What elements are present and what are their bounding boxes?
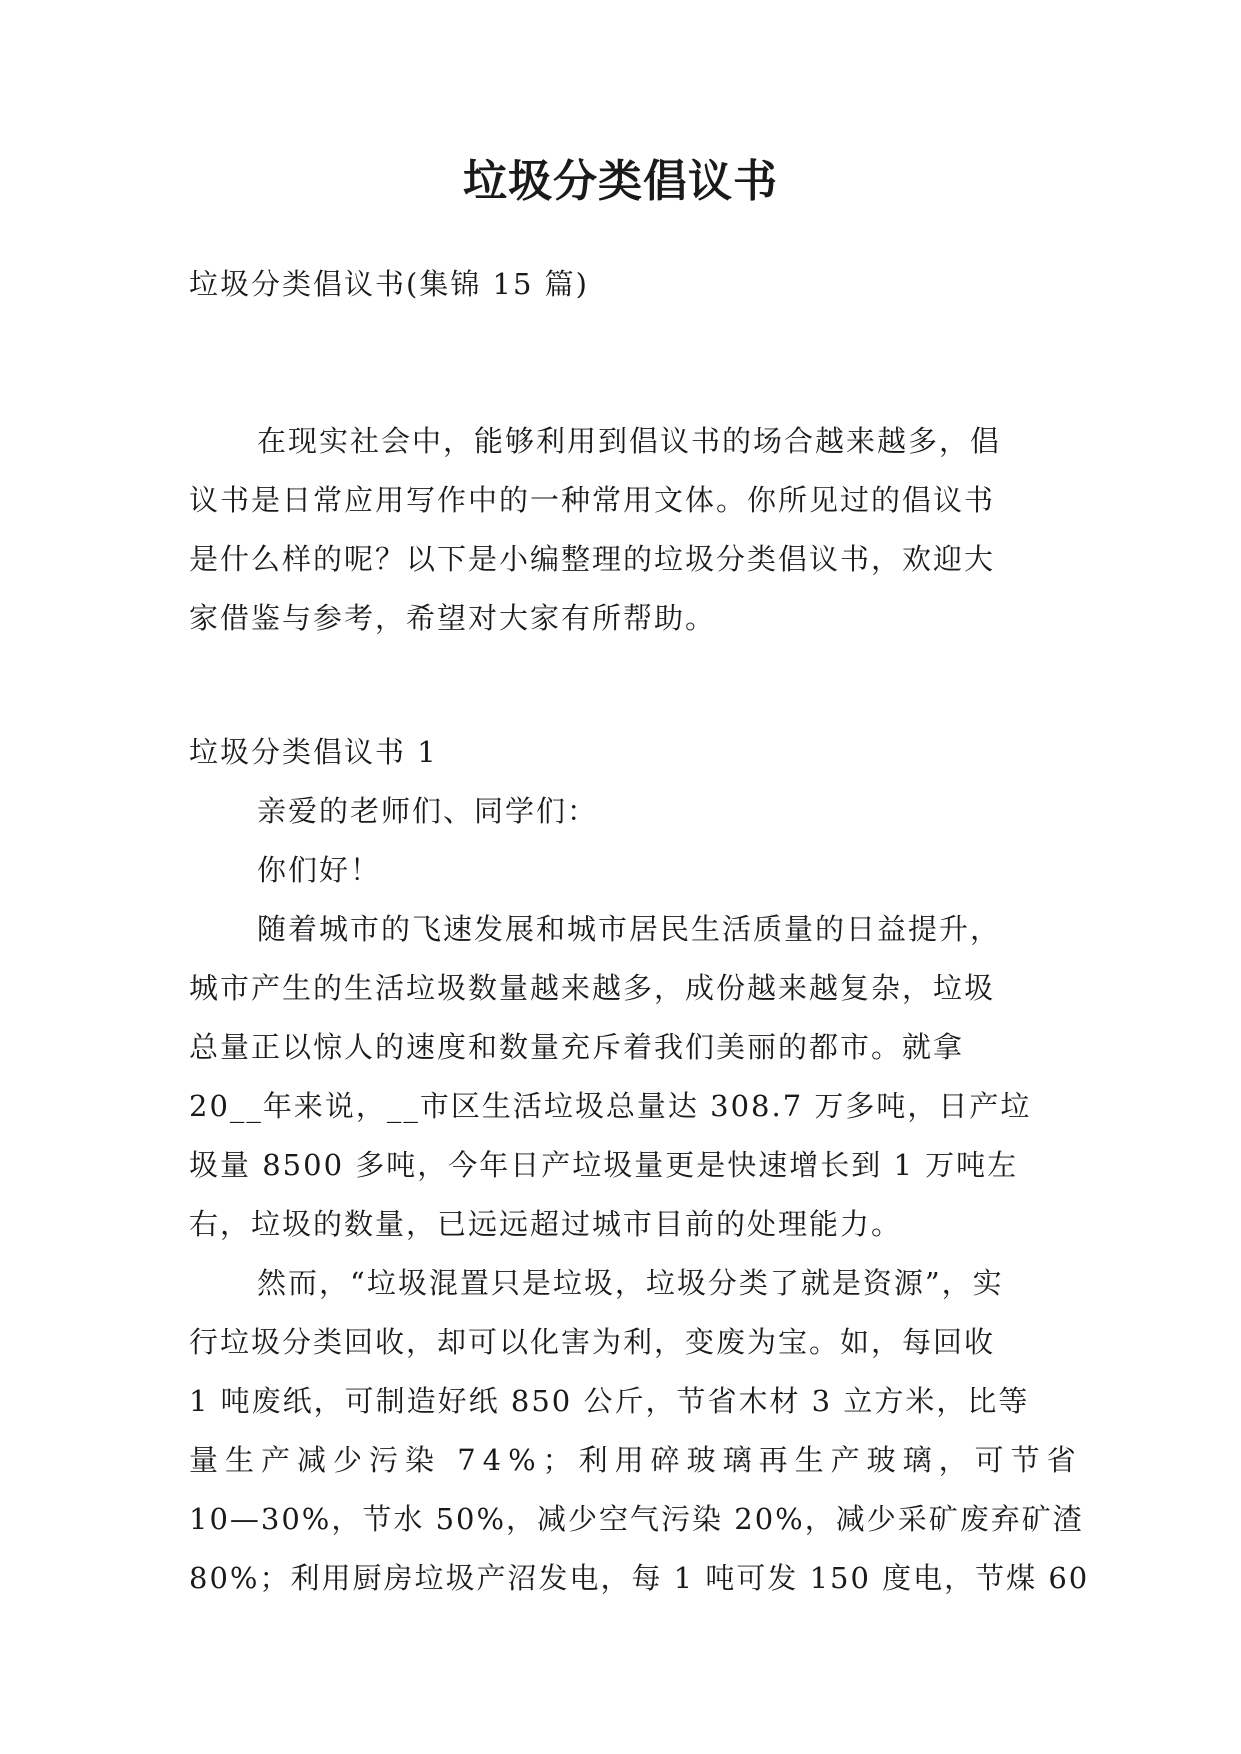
paragraph-line: 总量正以惊人的速度和数量充斥着我们美丽的都市。就拿 <box>189 1030 965 1064</box>
paragraph-line: 行垃圾分类回收，却可以化害为利，变废为宝。如，每回收 <box>189 1325 996 1359</box>
body-paragraph <box>189 900 1051 1254</box>
paragraph-line: 随着城市的飞速发展和城市居民生活质量的日益提升， <box>257 912 1002 946</box>
paragraph-line: 在现实社会中，能够利用到倡议书的场合越来越多，倡 <box>257 424 1002 458</box>
section-heading: 垃圾分类倡议书 1 <box>189 735 438 769</box>
document-body <box>189 255 1090 1608</box>
body-paragraph <box>189 1254 1090 1608</box>
salutation: 亲爱的老师们、同学们： <box>257 794 599 828</box>
document-subtitle: 垃圾分类倡议书(集锦 15 篇) <box>189 267 589 301</box>
spacer <box>189 648 1051 723</box>
paragraph-line: 议书是日常应用写作中的一种常用文体。你所见过的倡议书 <box>189 483 996 517</box>
paragraph-line: 20__年来说，__市区生活垃圾总量达 308.7 万多吨，日产垃 <box>189 1089 1032 1123</box>
paragraph-line: 10—30%，节水 50%，减少空气污染 20%，减少采矿废弃矿渣 <box>189 1502 1084 1536</box>
intro-paragraph <box>189 412 1051 648</box>
spacer <box>189 314 1051 412</box>
paragraph-line: 量生产减少污染 74%；利用碎玻璃再生产玻璃，可节省 <box>189 1443 1083 1477</box>
document-title: 垃圾分类倡议书 <box>463 156 778 207</box>
paragraph-line: 圾量 8500 多吨，今年日产垃圾量更是快速增长到 1 万吨左 <box>189 1148 1019 1182</box>
paragraph-line: 80%；利用厨房垃圾产沼发电，每 1 吨可发 150 度电，节煤 60 <box>189 1561 1090 1595</box>
greeting: 你们好！ <box>257 853 382 887</box>
paragraph-line: 右，垃圾的数量，已远远超过城市目前的处理能力。 <box>189 1207 903 1241</box>
paragraph-line: 城市产生的生活垃圾数量越来越多，成份越来越复杂，垃圾 <box>189 971 996 1005</box>
paragraph-line: 1 吨废纸，可制造好纸 850 公斤，节省木材 3 立方米，比等 <box>189 1384 1030 1418</box>
paragraph-line: 是什么样的呢？以下是小编整理的垃圾分类倡议书，欢迎大 <box>189 542 996 576</box>
paragraph-line: 然而，“垃圾混置只是垃圾，垃圾分类了就是资源”，实 <box>257 1266 1004 1300</box>
paragraph-line: 家借鉴与参考，希望对大家有所帮助。 <box>189 601 717 635</box>
